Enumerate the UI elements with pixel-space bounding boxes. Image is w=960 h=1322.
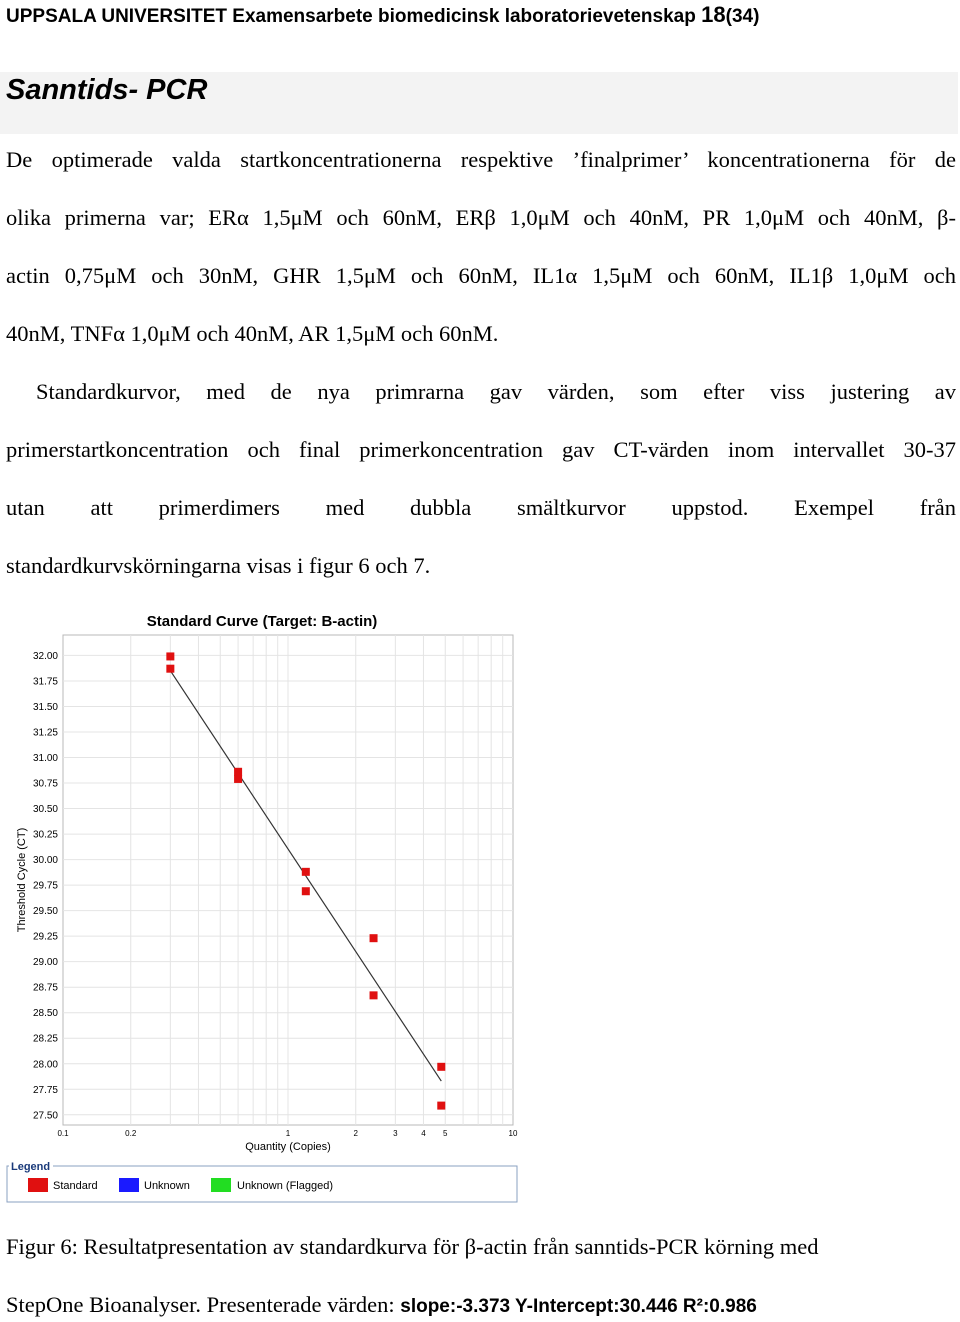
y-tick-label: 29.50 xyxy=(32,906,58,918)
page-total: (34) xyxy=(725,6,760,27)
page-header xyxy=(6,2,759,28)
text-line: utan att primerdimers med dubbla smältkurvor uppstod. Exempel från xyxy=(6,495,956,520)
page-number: 18 xyxy=(701,2,726,27)
y-tick-label: 27.75 xyxy=(32,1084,58,1096)
text-line: Standardkurvor, med de nya primrarna gav värden, som efter viss justering av xyxy=(36,379,956,404)
y-tick-label: 30.00 xyxy=(32,855,58,867)
data-point-standard xyxy=(302,887,310,895)
text-line: De optimerade valda startkoncentrationerna respektive ’finalprimer’ koncentrationerna för de xyxy=(6,147,956,172)
section-title: Sanntids- PCR xyxy=(6,74,208,106)
data-point-standard xyxy=(370,991,378,999)
data-point-standard xyxy=(234,768,242,776)
legend-swatch-standard xyxy=(28,1178,48,1192)
data-point-standard xyxy=(166,665,174,673)
legend-label-unknown: Unknown xyxy=(144,1180,190,1192)
legend-label-standard: Standard xyxy=(53,1180,98,1192)
y-tick-label: 30.50 xyxy=(32,804,58,816)
y-tick-label: 28.50 xyxy=(32,1008,58,1020)
legend-label-unknown-flagged: Unknown (Flagged) xyxy=(237,1180,333,1192)
caption-fit-values: slope:-3.373 Y-Intercept:30.446 R²:0.986 xyxy=(400,1296,757,1317)
x-axis-label: Quantity (Copies) xyxy=(245,1141,331,1153)
y-tick-label: 28.75 xyxy=(32,982,58,994)
y-tick-label: 29.25 xyxy=(32,931,58,943)
y-tick-label: 27.50 xyxy=(32,1110,58,1122)
legend-title: Legend xyxy=(11,1161,51,1173)
data-point-standard xyxy=(437,1063,445,1071)
y-tick-label: 31.25 xyxy=(32,727,58,739)
x-tick-label: 3 xyxy=(393,1129,398,1138)
y-tick-label: 31.75 xyxy=(32,676,58,688)
x-tick-label: 5 xyxy=(443,1129,448,1138)
legend-swatch-unknown xyxy=(119,1178,139,1192)
caption-prefix: StepOne Bioanalyser. Presenterade värden: xyxy=(6,1292,401,1317)
figure-caption-line-1: Figur 6: Resultatpresentation av standardkurva för β-actin från sanntids-PCR körning med xyxy=(6,1234,819,1259)
text-line: primerstartkoncentration och final primerkoncentration gav CT-värden inom intervallet 30-37 xyxy=(6,437,956,462)
y-tick-label: 29.00 xyxy=(32,957,58,969)
legend xyxy=(7,1161,517,1202)
y-tick-label: 30.75 xyxy=(32,778,58,790)
text-line: 40nM, TNFα 1,0μM och 40nM, AR 1,5μM och 60nM. xyxy=(6,321,499,346)
paragraph-primer-concentrations xyxy=(6,131,956,363)
y-tick-label: 30.25 xyxy=(32,829,58,841)
y-axis-label: Threshold Cycle (CT) xyxy=(16,827,28,933)
y-tick-label: 31.50 xyxy=(32,701,58,713)
legend-swatch-unknown-flagged xyxy=(211,1178,231,1192)
data-point-standard xyxy=(302,868,310,876)
gridlines xyxy=(63,635,513,1125)
standard-curve-chart xyxy=(0,600,540,1210)
x-tick-label: 1 xyxy=(285,1129,291,1138)
text-line: actin 0,75μM och 30nM, GHR 1,5μM och 60nM, IL1α 1,5μM och 60nM, IL1β 1,0μM och xyxy=(6,263,956,288)
y-tick-label: 32.00 xyxy=(32,650,58,662)
text-line: standardkurvskörningarna visas i figur 6 och 7. xyxy=(6,553,431,578)
x-tick-label: 4 xyxy=(421,1129,426,1138)
data-point-standard xyxy=(370,934,378,942)
y-tick-label: 31.00 xyxy=(32,753,58,764)
text-line: olika primerna var; ERα 1,5μM och 60nM, ERβ 1,0μM och 40nM, PR 1,0μM och 40nM, β- xyxy=(6,205,956,230)
y-tick-labels xyxy=(33,651,58,1121)
y-tick-label: 28.00 xyxy=(32,1059,58,1071)
header-text: UPPSALA UNIVERSITET Examensarbete biomedicinsk laboratorievetenskap xyxy=(6,6,696,27)
x-tick-label: 0.2 xyxy=(125,1129,137,1138)
data-point-standard xyxy=(166,652,174,660)
x-tick-label: 0.1 xyxy=(57,1129,69,1138)
data-point-standard xyxy=(234,775,242,783)
y-tick-label: 28.25 xyxy=(32,1033,58,1045)
x-tick-label: 2 xyxy=(353,1129,358,1138)
data-point-standard xyxy=(437,1102,445,1110)
y-tick-label: 29.75 xyxy=(32,880,58,892)
x-tick-label: 10 xyxy=(508,1129,518,1138)
figure-caption-line-2 xyxy=(6,1292,956,1318)
chart-title: Standard Curve (Target: B-actin) xyxy=(146,613,378,630)
x-tick-labels xyxy=(57,1129,518,1138)
section-heading-band xyxy=(0,72,958,134)
paragraph-standard-curves xyxy=(6,363,956,595)
